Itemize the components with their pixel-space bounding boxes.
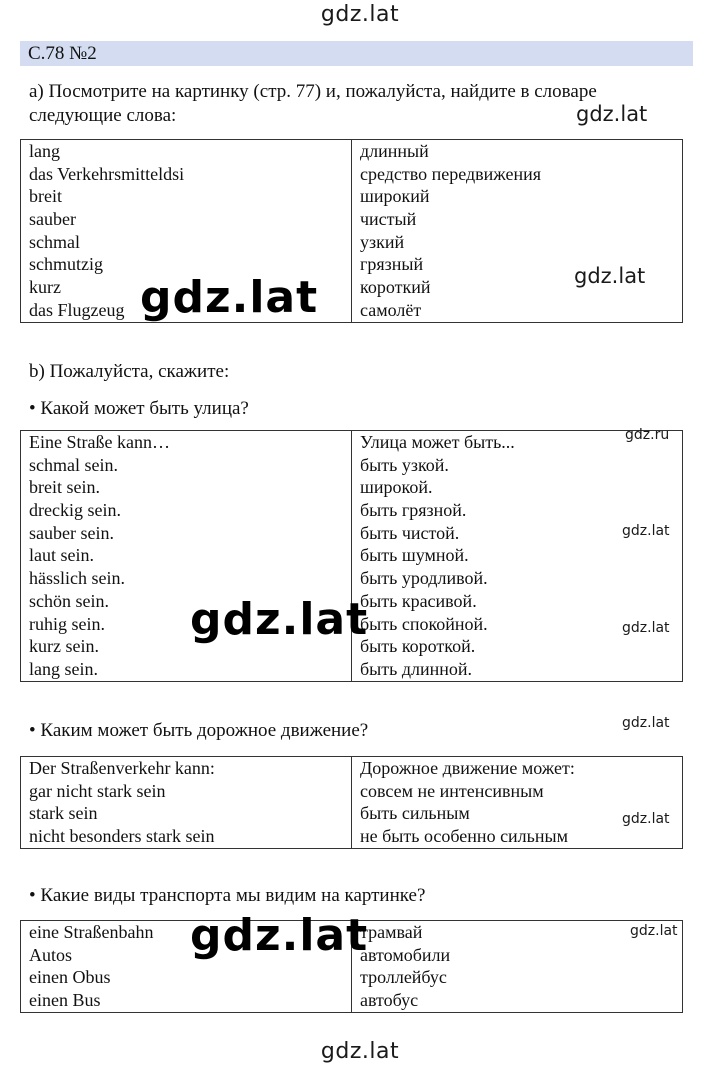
question-traffic: • Каким может быть дорожное движение? xyxy=(29,720,369,741)
table-cell: breit xyxy=(29,186,62,207)
watermark: gdz.lat xyxy=(622,811,670,827)
table-cell: das Verkehrsmitteldsi xyxy=(29,163,185,184)
table-cell: автобус xyxy=(360,990,419,1011)
table-cell: einen Obus xyxy=(29,967,111,988)
table-cell: sauber sein. xyxy=(29,522,114,543)
part-a-instruction-line1: a) Посмотрите на картинку (стр. 77) и, пожалуйста, найдите в словаре xyxy=(29,81,597,102)
table-cell: Eine Straße kann… xyxy=(29,432,170,452)
table-cell: gar nicht stark sein xyxy=(29,780,166,801)
table-cell: совсем не интенсивным xyxy=(360,780,544,801)
russian-column xyxy=(352,431,683,682)
table-cell: stark sein xyxy=(29,803,98,824)
table-cell: грязный xyxy=(360,254,424,275)
question-street: • Какой может быть улица? xyxy=(29,398,249,419)
table-cell: средство передвижения xyxy=(360,163,542,184)
table-cell: sauber xyxy=(29,209,76,230)
table-cell: быть чистой. xyxy=(360,522,460,543)
table-cell: schmal xyxy=(29,231,80,252)
watermark: gdz.lat xyxy=(190,910,369,961)
question-transport: • Какие виды транспорта мы видим на картинке? xyxy=(29,885,426,906)
watermark-top: gdz.lat xyxy=(320,2,400,27)
table-cell: laut sein. xyxy=(29,545,94,566)
watermark: gdz.lat xyxy=(190,594,369,645)
vocabulary-table xyxy=(20,139,683,323)
table-cell: узкий xyxy=(360,231,405,252)
table-cell: самолёт xyxy=(360,299,422,320)
table-cell: schön sein. xyxy=(29,590,109,611)
table-cell: ruhig sein. xyxy=(29,613,105,634)
table-cell: eine Straßenbahn xyxy=(29,922,154,942)
table-cell: быть шумной. xyxy=(360,545,469,566)
table-cell: длинный xyxy=(360,141,429,161)
watermark: gdz.ru xyxy=(625,427,670,443)
part-b-intro: b) Пожалуйста, скажите: xyxy=(29,361,230,382)
watermark: gdz.lat xyxy=(576,102,648,126)
exercise-header xyxy=(20,41,693,66)
watermark: gdz.lat xyxy=(622,523,670,539)
table-cell: трамвай xyxy=(360,922,423,942)
table-cell: троллейбус xyxy=(360,967,447,988)
table-cell: быть сильным xyxy=(360,803,470,824)
part-a-instruction-line2: следующие слова: xyxy=(29,105,177,126)
table-cell: быть уродливой. xyxy=(360,568,488,589)
table-cell: быть красивой. xyxy=(360,590,477,611)
table-cell: Улица может быть... xyxy=(360,432,515,452)
table-cell: hässlich sein. xyxy=(29,568,125,589)
table-cell: kurz xyxy=(29,277,61,298)
watermark: gdz.lat xyxy=(630,923,678,939)
table-cell: einen Bus xyxy=(29,990,101,1011)
table-cell: schmutzig xyxy=(29,254,103,275)
table-cell: kurz sein. xyxy=(29,636,99,657)
table-cell: быть узкой. xyxy=(360,454,449,475)
watermark: gdz.lat xyxy=(574,264,646,288)
table-cell: lang sein. xyxy=(29,658,98,679)
table-cell: das Flugzeug xyxy=(29,299,125,320)
table-cell: чистый xyxy=(360,209,417,230)
table-cell: Дорожное движение может: xyxy=(360,758,575,778)
watermark: gdz.lat xyxy=(622,620,670,636)
watermark: gdz.lat xyxy=(140,272,319,323)
russian-column xyxy=(352,757,683,849)
watermark: gdz.lat xyxy=(622,715,670,731)
german-column xyxy=(21,757,352,849)
table-cell: быть длинной. xyxy=(360,658,472,679)
table-cell: широкой. xyxy=(360,477,433,498)
table-cell: широкий xyxy=(360,186,430,207)
table-cell: dreckig sein. xyxy=(29,500,121,521)
table-cell: не быть особенно сильным xyxy=(360,826,568,847)
table-cell: Der Straßenverkehr kann: xyxy=(29,758,215,778)
table-cell: быть грязной. xyxy=(360,500,467,521)
table-cell: breit sein. xyxy=(29,477,100,498)
traffic-table xyxy=(20,756,683,849)
table-cell: короткий xyxy=(360,277,431,298)
table-cell: автомобили xyxy=(360,944,451,965)
table-cell: nicht besonders stark sein xyxy=(29,826,215,847)
exercise-title: С.78 №2 xyxy=(28,43,97,64)
table-cell: быть короткой. xyxy=(360,636,476,657)
table-cell: быть спокойной. xyxy=(360,613,488,634)
watermark-bottom: gdz.lat xyxy=(320,1039,400,1064)
table-cell: lang xyxy=(29,141,60,161)
table-cell: Autos xyxy=(29,944,73,965)
russian-column xyxy=(352,140,683,323)
table-cell: schmal sein. xyxy=(29,454,118,475)
